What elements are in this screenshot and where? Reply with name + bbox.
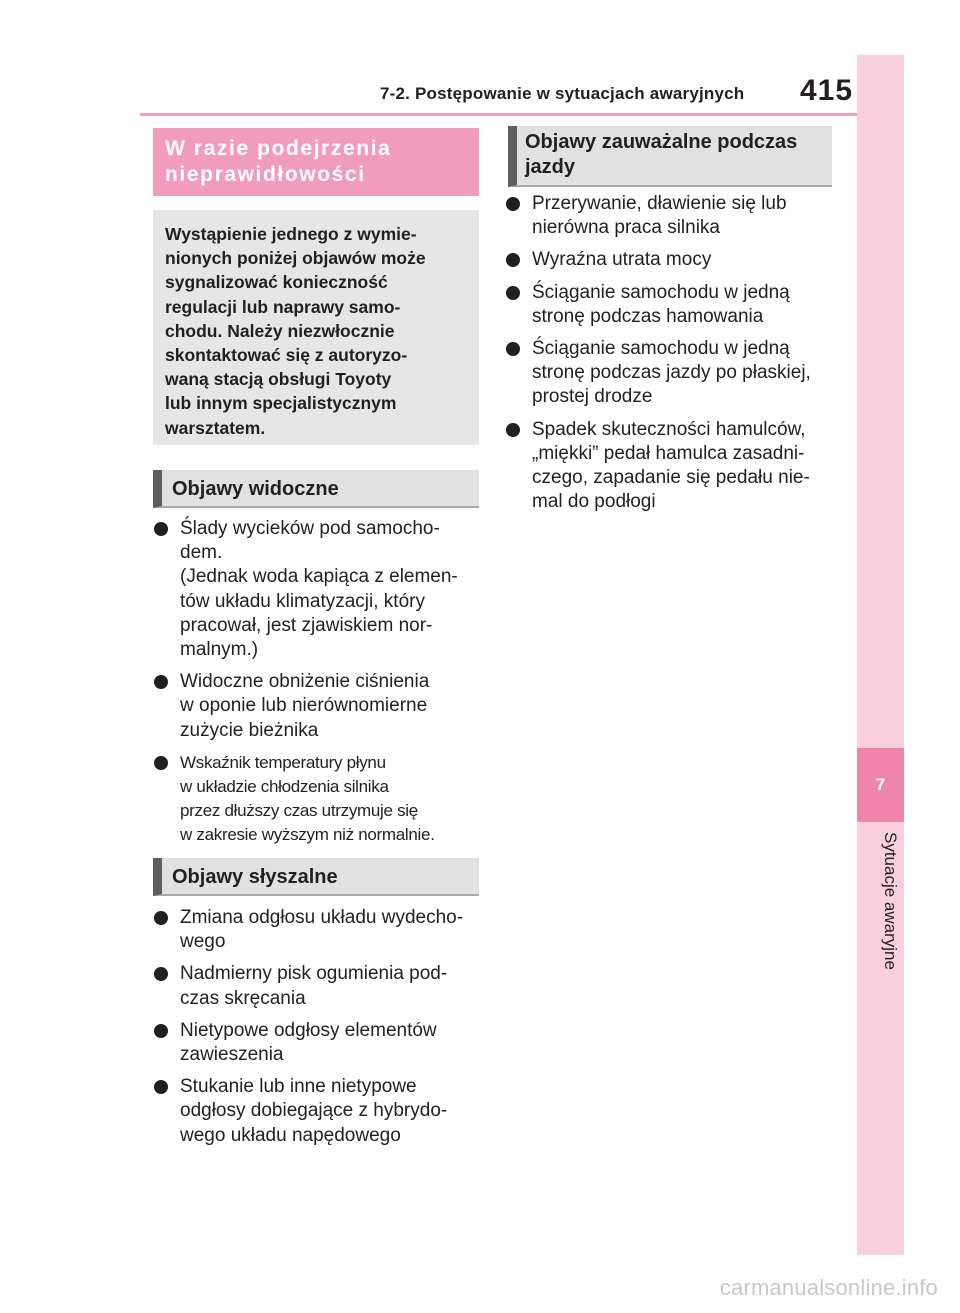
- chapter-side-tab: [857, 55, 904, 1255]
- visible-symptoms-heading: Objawy widoczne: [153, 470, 479, 508]
- bullet-icon: [154, 756, 168, 770]
- main-title-line: nieprawidłowości: [165, 163, 366, 186]
- list-item: Zmiana odgłosu układu wydecho- wego: [154, 906, 463, 954]
- bullet-icon: [154, 522, 168, 536]
- page-number: 415: [800, 74, 854, 107]
- list-item: Nietypowe odgłosy elementów zawieszenia: [154, 1019, 463, 1067]
- driving-symptoms-list: [506, 192, 811, 514]
- intro-line: waną stacją obsługi Toyoty: [165, 369, 392, 390]
- intro-line: chodu. Należy niezwłocznie: [165, 320, 395, 341]
- bullet-icon: [154, 675, 168, 689]
- chapter-number: 7: [857, 748, 904, 822]
- visible-symptoms-list: [154, 517, 458, 848]
- intro-line: warsztatem.: [165, 417, 266, 438]
- section-title: 7-2. Postępowanie w sytuacjach awaryjnych: [380, 84, 745, 103]
- list-item: Spadek skuteczności hamulców, „miękki” pedał hamulca zasadni- czego, zapadanie się pedału nie- mal do podłogi: [506, 418, 811, 515]
- bullet-icon: [154, 967, 168, 981]
- list-item: Wyraźna utrata mocy: [506, 248, 811, 272]
- bullet-icon: [154, 1080, 168, 1094]
- bullet-icon: [154, 1024, 168, 1038]
- intro-line: skontaktować się z autoryzo-: [165, 345, 408, 366]
- list-item: Wskaźnik temperatury płynu w układzie chłodzenia silnika przez dłuższy czas utrzymuje się w zakresie wyższym niż normalnie.: [154, 751, 458, 848]
- bullet-icon: [154, 911, 168, 925]
- list-item: Ściąganie samochodu w jedną stronę podczas jazdy po płaskiej, prostej drodze: [506, 337, 811, 410]
- list-item: Stukanie lub inne nietypowe odgłosy dobiegające z hybrydo- wego układu napędowego: [154, 1075, 463, 1148]
- list-item: Przerywanie, dławienie się lub nierówna praca silnika: [506, 192, 811, 240]
- bullet-icon: [506, 342, 520, 356]
- chapter-label: Sytuacje awaryjne: [881, 832, 900, 970]
- intro-line: regulacji lub naprawy samo-: [165, 296, 401, 317]
- intro-line: lub innym specjalistycznym: [165, 393, 397, 414]
- intro-line: Wystąpienie jednego z wymie-: [165, 224, 417, 244]
- main-section-title: [153, 128, 479, 196]
- intro-line: nionych poniżej objawów może: [165, 248, 426, 269]
- audible-symptoms-heading: Objawy słyszalne: [153, 858, 479, 896]
- bullet-icon: [506, 253, 520, 267]
- header-divider: [140, 113, 857, 116]
- bullet-icon: [506, 197, 520, 211]
- list-item: Nadmierny pisk ogumienia pod- czas skręcania: [154, 962, 463, 1010]
- main-title-line: W razie podejrzenia: [165, 137, 392, 160]
- list-item: Ślady wycieków pod samocho- dem. (Jednak woda kapiąca z elemen- tów układu klimatyzacji, który pracował, jest zjawiskiem nor- malnym.): [154, 517, 458, 662]
- list-item: Widoczne obniżenie ciśnienia w oponie lub nierównomierne zużycie bieżnika: [154, 670, 458, 743]
- watermark: carmanualsonline.info: [719, 1275, 938, 1300]
- bullet-icon: [506, 423, 520, 437]
- driving-symptoms-heading: Objawy zauważalne podczas jazdy: [508, 126, 832, 187]
- intro-line: sygnalizować konieczność: [165, 272, 388, 293]
- intro-note: [153, 210, 479, 445]
- audible-symptoms-list: [154, 906, 463, 1148]
- list-item: Ściąganie samochodu w jedną stronę podczas hamowania: [506, 281, 811, 329]
- bullet-icon: [506, 286, 520, 300]
